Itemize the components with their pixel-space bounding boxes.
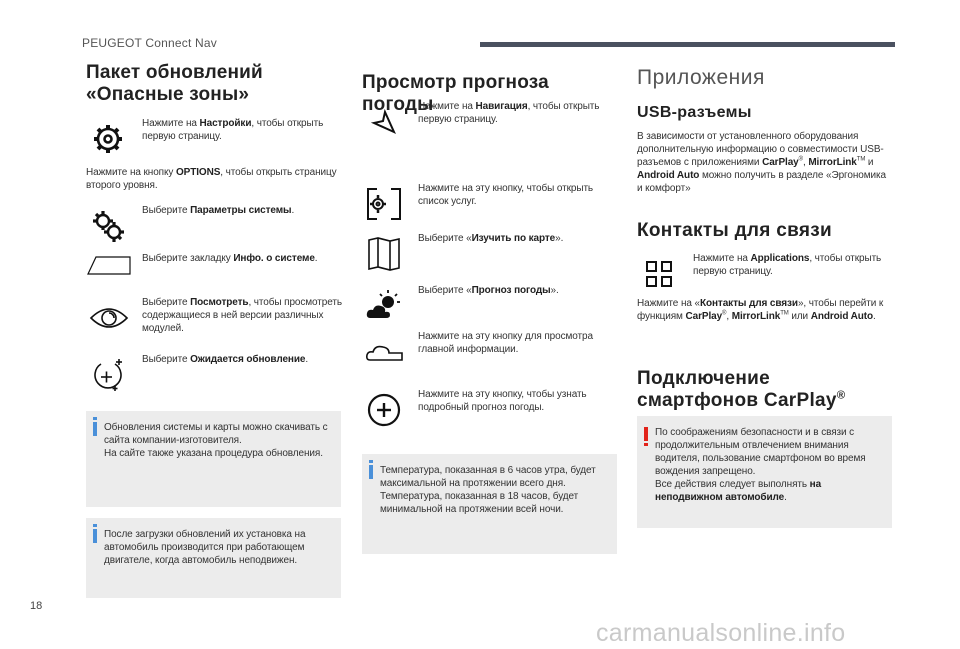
step-services-list — [362, 182, 617, 222]
step-explore-map — [362, 232, 617, 272]
column-hazard-updates — [86, 62, 342, 566]
column-weather — [362, 62, 617, 515]
section-title-hazard-zones: Пакет обновлений «Опасные зоны» — [86, 62, 263, 105]
step-system-settings — [86, 204, 341, 244]
page-header-brand: PEUGEOT Connect Nav — [82, 36, 217, 50]
cloud-icon — [362, 330, 406, 374]
step-text: Нажмите на Настройки, чтобы открыть первую страницу. — [142, 118, 324, 142]
subsection-title-usb: USB-разъемы — [637, 104, 752, 121]
info-note-downloads: Обновления системы и карты можно скачивать с сайта компании-изготовителя. На сайте также указана процедура обновления. — [86, 411, 341, 507]
step-view-versions — [86, 296, 341, 338]
step-system-info — [86, 252, 341, 282]
info-icon — [93, 422, 97, 436]
contacts-paragraph: Нажмите на «Контакты для связи», чтобы перейти к функциям CarPlay®, MirrorLink™ или Android Auto. — [637, 298, 884, 322]
step-settings — [86, 117, 341, 157]
plus-circle-icon — [362, 388, 406, 432]
warning-icon — [644, 427, 648, 441]
subsection-title-contacts: Контакты для связи — [637, 220, 832, 241]
page-number: 18 — [30, 600, 43, 612]
step-text: Нажмите на Applications, чтобы открыть первую страницу. — [693, 253, 882, 277]
step-text: Выберите Посмотреть, чтобы просмотреть содержащиеся в ней версии различных модулей. — [142, 297, 342, 334]
section-title-weather: Просмотр прогноза погоды — [362, 72, 549, 115]
gears-icon — [86, 204, 130, 248]
options-paragraph: Нажмите на кнопку OPTIONS, чтобы открыть страницу второго уровня. — [86, 167, 337, 191]
warning-note-driving: По соображениям безопасности и в связи с продолжительным отвлечением внимания водителя, пользование смартфоном во время вождения запрещено. Все действия следует выполнять на неподвижном автомобиле. — [637, 416, 892, 528]
step-pending-update — [86, 353, 341, 393]
map-icon — [362, 232, 406, 276]
eye-icon — [86, 296, 132, 340]
navigation-arrow-icon — [362, 100, 406, 144]
subsection-title-carplay: Подключение смартфонов CarPlay® — [637, 368, 846, 411]
weather-icon — [362, 284, 406, 328]
gear-icon — [86, 117, 130, 161]
info-icon — [369, 465, 373, 479]
apps-grid-icon — [637, 252, 681, 296]
step-text: Выберите Параметры системы. — [142, 205, 295, 216]
step-navigation — [362, 100, 617, 140]
info-note-install: После загрузки обновлений их установка на автомобиль производится при работающем двигателе, когда автомобиль неподвижен. — [86, 518, 341, 598]
watermark: carmanualsonline.info — [596, 619, 846, 647]
info-note-temperature: Температура, показанная в 6 часов утра, будет максимальной на протяжении всего дня. Температура, показанная в 18 часов, будет минимальной на протяжении всей ночи. — [362, 454, 617, 554]
services-icon — [362, 182, 406, 226]
step-applications — [637, 252, 892, 288]
step-text: Выберите «Прогноз погоды». — [418, 285, 559, 296]
step-text: Выберите Ожидается обновление. — [142, 354, 309, 365]
step-text: Нажмите на Навигация, чтобы открыть первую страницу. — [418, 101, 600, 125]
tab-icon — [86, 252, 132, 278]
info-icon — [93, 529, 97, 543]
step-text: Нажмите на эту кнопку, чтобы узнать подробный прогноз погоды. — [418, 389, 587, 413]
section-title-applications: Приложения — [637, 66, 765, 89]
usb-paragraph: В зависимости от установленного оборудования дополнительную информацию о совместимости USB-разъемов с приложениями CarPlay®, MirrorLink™ и Android Auto можно получить в разделе «Эргономика и комфорт» — [637, 131, 886, 194]
step-main-info — [362, 330, 617, 370]
step-text: Выберите закладку Инфо. о системе. — [142, 253, 318, 264]
header-bar — [480, 42, 895, 47]
step-text: Нажмите на эту кнопку для просмотра главной информации. — [418, 331, 593, 355]
step-weather-forecast — [362, 284, 617, 324]
update-pending-icon — [86, 353, 130, 397]
step-text: Выберите «Изучить по карте». — [418, 233, 564, 244]
column-applications — [637, 62, 892, 503]
step-text: Нажмите на эту кнопку, чтобы открыть список услуг. — [418, 183, 594, 207]
step-detailed-forecast — [362, 388, 617, 428]
